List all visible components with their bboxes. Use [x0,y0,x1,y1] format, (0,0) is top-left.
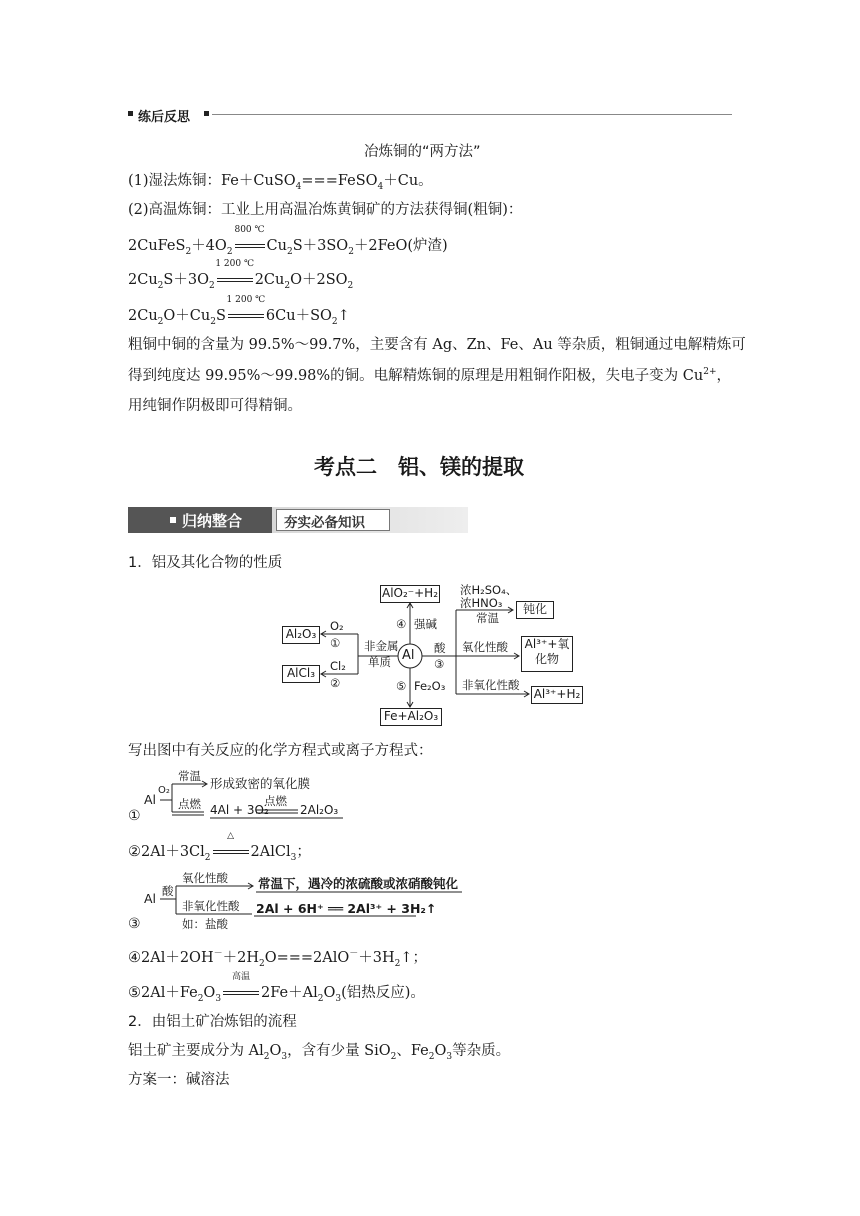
step4-label: ④ [396,617,407,631]
section-header [128,106,732,124]
reaction-2: $②2Al+3Cl_2$ △ 2AlCl$_3$； [128,831,311,863]
step5-label: ⑤ [396,679,407,693]
equation-1: $2CuFeS_2+4O_2$ 800 ℃ $Cu_2S+3SO_2+2FeO$(炉渣) [128,225,448,257]
section-header-label: 练后反思 [138,110,191,125]
write-prompt: 写出图中有关反应的化学方程式或离子方程式： [128,743,433,759]
r1-ignite: 点燃 [178,797,201,811]
cl2-label: Cl₂ [330,659,346,673]
r1-equation-left: 4Al + 3O₂ [210,803,269,817]
r1-equation-right: 2Al₂O₃ [300,803,339,817]
reaction-5: $⑤2Al+Fe_2O_3$ 高温 $2Fe+Al_2O_3$(铝热反应)。 [128,972,425,1004]
r3-equation: 2Al + 6H⁺ ══ 2Al³⁺ + 3H₂↑ [256,901,437,916]
reaction-3 [128,868,468,934]
banner-right-label: 夯实必备知识 [284,515,365,531]
copper-title: 冶炼铜的“两方法” [364,144,481,160]
fe-al2o3-box: Fe+Al₂O₃ [380,708,442,726]
item2-title: 2．由铝土矿冶炼铝的流程 [128,1014,297,1030]
al3-oxide-box: Al³⁺+氧化物 [521,636,573,672]
banner-left-block [128,507,272,533]
step2-label: ② [330,676,341,690]
high-temp-intro: (2)高温炼铜：工业上用高温冶炼黄铜矿的方法获得铜(粗铜)： [128,202,523,218]
banner-left-label: 归纳整合 [182,512,243,530]
conc-h2so4-label: 浓H₂SO₄、 [460,583,518,597]
bauxite-line: 铝土矿主要成分为 $Al_2O_3$，含有少量 SiO$_2$、$Fe_2O_3$等杂质。 [128,1043,511,1062]
conc-hno3-label: 浓HNO₃ [460,596,503,610]
r3-example: 如：盐酸 [182,917,228,931]
o2-label: O₂ [330,619,344,633]
equation-3: $2Cu_2O+Cu_2S$ 1 200 ℃ $6Cu+SO_2↑$ [128,295,350,327]
r3-non-oxidizing-acid: 非氧化性酸 [182,899,240,913]
r1-o2: O₂ [158,785,170,796]
copper-para-line2: 得到纯度达 99.95%～99.98%的铜。电解精炼铜的原理是用粗铜作阳极，失电子变为 $Cu^{2+}$， [128,367,732,384]
acid-label: 酸 [434,641,446,655]
r3-number: ③ [128,916,141,932]
exam-point-title: 考点二 铝、镁的提取 [314,455,524,479]
step3-label: ③ [434,657,445,671]
alcl3-box: AlCl₃ [282,665,320,683]
section-banner [128,507,468,533]
copper-para-line3: 用纯铜作阴极即可得精铜。 [128,398,302,414]
square-bullet-icon [204,111,209,116]
al2o3-box: Al₂O₃ [282,626,320,644]
strong-base-label: 强碱 [414,617,437,631]
r1-al: Al [144,792,157,807]
oxidizing-acid-label: 氧化性酸 [462,640,508,654]
r1-room-temp: 常温 [178,769,201,783]
r3-oxidizing-acid: 氧化性酸 [182,871,228,885]
banner-right-block [276,509,390,531]
reaction-4: $④2Al+2OH^-+2H_2O===2AlO^-+3H_2↑$； [128,949,428,969]
equation-2: $2Cu_2S+3O_2$ 1 200 ℃ $2Cu_2O+2SO_2$ [128,259,354,291]
fe2o3-label: Fe₂O₃ [414,679,446,693]
square-bullet-icon [170,517,176,523]
alo2-h2-box: AlO₂⁻+H₂ [380,585,440,603]
non-oxidizing-acid-label: 非氧化性酸 [462,678,520,692]
divider [212,114,732,115]
square-bullet-icon [128,111,133,116]
reaction-1 [128,770,368,828]
copper-para-line1: 粗铜中铜的含量为 99.5%～99.7%，主要含有 Ag、Zn、Fe、Au 等杂质，粗铜通过电解精炼可 [128,337,746,353]
plan-1: 方案一：碱溶法 [128,1072,230,1088]
item1-title: 1．铝及其化合物的性质 [128,555,283,571]
al3-h2-box: Al³⁺+H₂ [531,686,583,704]
r3-passivation: 常温下，遇冷的浓硫酸或浓硝酸钝化 [258,876,459,891]
wet-method-line: (1)湿法炼铜：Fe＋CuSO$_4$===FeSO$_4$＋Cu。 [128,173,433,192]
r1-film: 形成致密的氧化膜 [210,776,311,791]
r1-number: ① [128,808,141,824]
al-center-label: Al [402,648,415,663]
r1-equation-cond: 点燃 [264,794,287,808]
room-temp-label: 常温 [476,611,499,625]
step1-label: ① [330,636,341,650]
passivation-box: 钝化 [516,601,554,619]
nonmetal-label: 非金属 [364,639,399,653]
r3-al: Al [144,891,157,906]
aluminum-diagram [280,582,590,728]
r3-acid: 酸 [162,884,174,898]
simple-substance-label: 单质 [368,655,391,669]
